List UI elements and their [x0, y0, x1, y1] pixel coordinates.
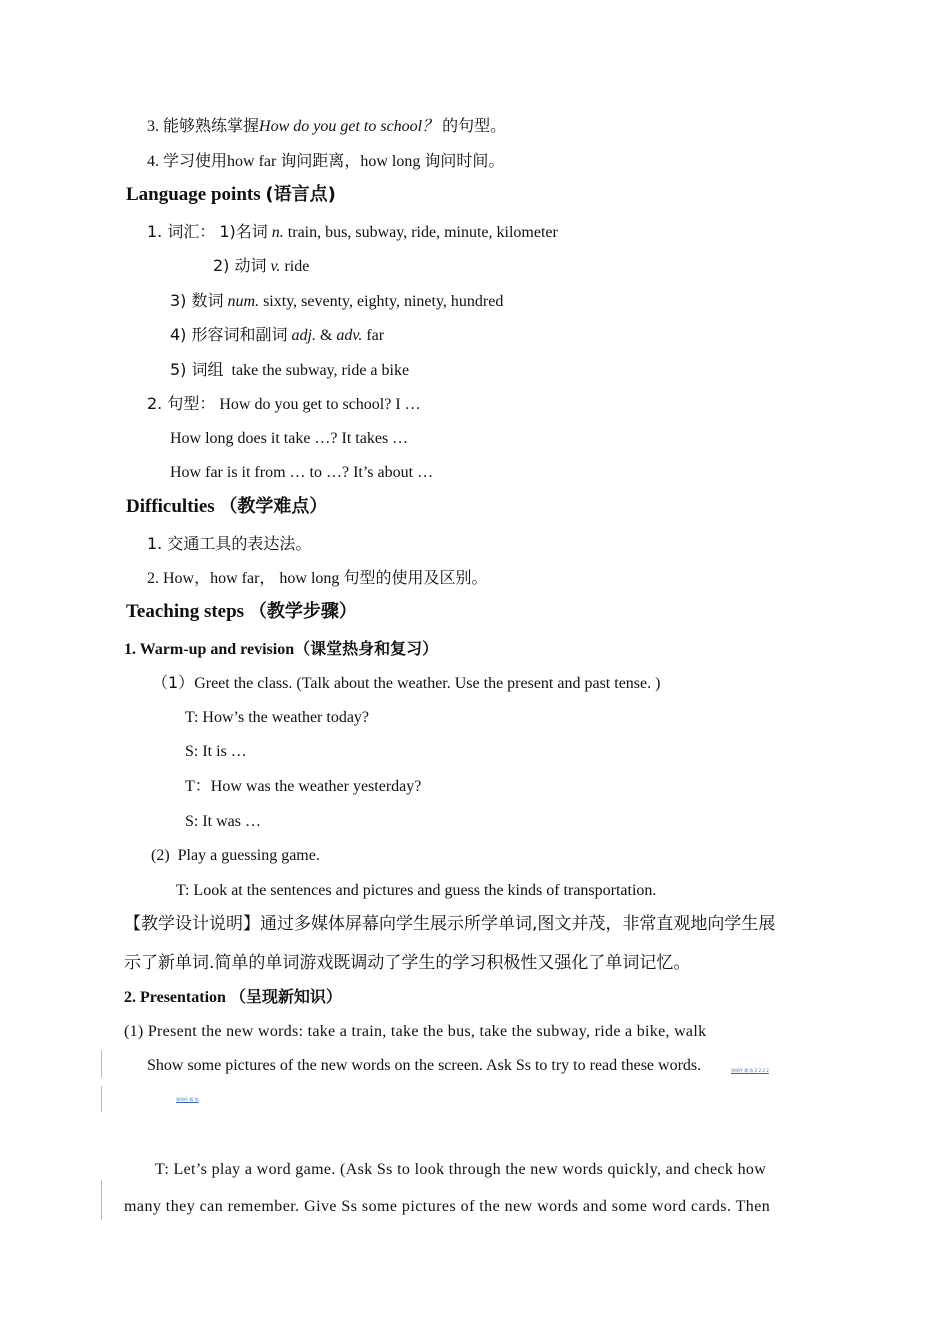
word-game-paragraph-line-2: many they can remember. Give Ss some pictures of the new words and some word cards. Then	[124, 1198, 771, 1215]
part-of-speech: adj.	[291, 327, 316, 344]
vocab-prefix: 2) 动词	[213, 256, 267, 275]
design-note-text: 示了新单词.简单的单词游戏既调动了学生的学习积极性又强化了单词记忆。	[124, 953, 691, 973]
vocab-words: take the subway, ride a bike	[231, 362, 410, 379]
part-of-speech: v.	[270, 258, 281, 275]
objective-text: 能够熟练掌握	[163, 116, 260, 135]
warmup-step-1	[152, 673, 660, 694]
dialogue-line-1: T: How’s the weather today?	[185, 709, 370, 726]
resource-link[interactable]: 课课件 精 练	[176, 1097, 199, 1102]
vocab-prefix: 1)名词	[219, 222, 268, 241]
presentation-step-1-detail: Show some pictures of the new words on the screen. Ask Ss to try to read these words.	[147, 1057, 702, 1074]
presentation-step-1: (1) Present the new words: take a train, take the bus, take the subway, ride a bike, walk	[124, 1023, 707, 1040]
design-note-line-2	[124, 953, 690, 973]
part-of-speech: n.	[271, 224, 284, 241]
margin-change-bar	[101, 1050, 102, 1078]
subheading-cn: （课堂热身和复习）	[294, 639, 439, 658]
vocab-words: ride	[284, 258, 310, 275]
sentence-pattern-1	[147, 394, 421, 415]
objective-item-4	[147, 151, 504, 172]
heading-cn: （教学难点）	[219, 496, 328, 517]
objective-item-3	[147, 116, 506, 137]
heading-en: Teaching steps	[126, 601, 245, 622]
objective-sentence-pattern: How do you get to school？	[259, 118, 439, 135]
step-number: （1）	[152, 673, 195, 692]
word-game-paragraph-line-1: T: Let’s play a word game. (Ask Ss to look through the new words quickly, and check how	[155, 1161, 767, 1178]
vocab-adj-adv	[170, 325, 384, 346]
warmup-heading	[124, 639, 438, 660]
design-note-line-1	[124, 914, 775, 934]
vocab-nouns	[147, 222, 558, 243]
difficulties-heading	[126, 497, 327, 517]
difficulty-en: 2. How，how far， how long	[147, 570, 340, 587]
vocab-verbs	[213, 256, 309, 277]
part-of-speech: adv.	[336, 327, 363, 344]
pattern-text: How do you get to school? I …	[219, 396, 421, 413]
resource-link[interactable]: 课课件 精 练 2 2 2 2	[731, 1068, 769, 1073]
difficulty-item-1	[147, 534, 311, 555]
heading-cn: (语言点)	[265, 184, 336, 205]
subheading-cn: （呈现新知识）	[229, 987, 342, 1006]
sentence-pattern-3: How far is it from … to …? It’s about …	[170, 464, 434, 481]
heading-en: Difficulties	[126, 496, 215, 517]
subheading-en: 2. Presentation	[124, 989, 226, 1006]
vocab-words: train, bus, subway, ride, minute, kilometer	[287, 224, 558, 241]
objective-term: how long	[360, 153, 421, 170]
difficulty-text: 1. 交通工具的表达法。	[147, 534, 312, 553]
margin-change-bar	[101, 1086, 102, 1112]
difficulty-item-2	[147, 568, 487, 589]
vocab-prefix: 3) 数词	[170, 291, 224, 310]
dialogue-line-3: T：How was the weather yesterday?	[185, 778, 422, 795]
pattern-label: 2. 句型：	[147, 394, 216, 413]
vocab-prefix: 5) 词组	[170, 360, 224, 379]
vocab-phrases	[170, 360, 409, 381]
vocab-label: 1. 词汇：	[147, 222, 216, 241]
vocab-prefix: 4) 形容词和副词	[170, 325, 288, 344]
warmup-step-2: (2) Play a guessing game.	[151, 847, 320, 864]
dialogue-line-4: S: It was …	[185, 813, 261, 830]
vocab-words: far	[366, 327, 385, 344]
subheading-en: 1. Warm-up and revision	[124, 641, 295, 658]
warmup-step-2-detail: T: Look at the sentences and pictures and guess the kinds of transportation.	[176, 882, 657, 899]
objective-term: how far	[227, 153, 277, 170]
objective-number: 4.	[147, 153, 159, 170]
teaching-steps-heading	[126, 602, 357, 622]
objective-text: 询问时间。	[424, 151, 505, 170]
ampersand: &	[319, 327, 333, 344]
language-points-heading	[126, 185, 336, 205]
heading-en: Language points	[126, 184, 261, 205]
sentence-pattern-2: How long does it take …? It takes …	[170, 430, 409, 447]
vocab-words: sixty, seventy, eighty, ninety, hundred	[263, 293, 504, 310]
step-text: Greet the class. (Talk about the weather. Use the present and past tense. )	[194, 675, 661, 692]
dialogue-line-2: S: It is …	[185, 743, 247, 760]
margin-change-bar	[101, 1180, 102, 1220]
objective-number: 3.	[147, 118, 159, 135]
objective-text: 学习使用	[163, 151, 228, 170]
vocab-numerals	[170, 291, 503, 312]
part-of-speech: num.	[227, 293, 260, 310]
presentation-heading	[124, 987, 342, 1008]
difficulty-cn: 句型的使用及区别。	[343, 568, 488, 587]
design-note-text: 【教学设计说明】通过多媒体屏幕向学生展示所学单词,图文并茂，非常直观地向学生展	[124, 914, 776, 934]
objective-text: 询问距离，	[280, 151, 361, 170]
objective-text: 的句型。	[442, 116, 507, 135]
heading-cn: （教学步骤）	[248, 601, 357, 622]
